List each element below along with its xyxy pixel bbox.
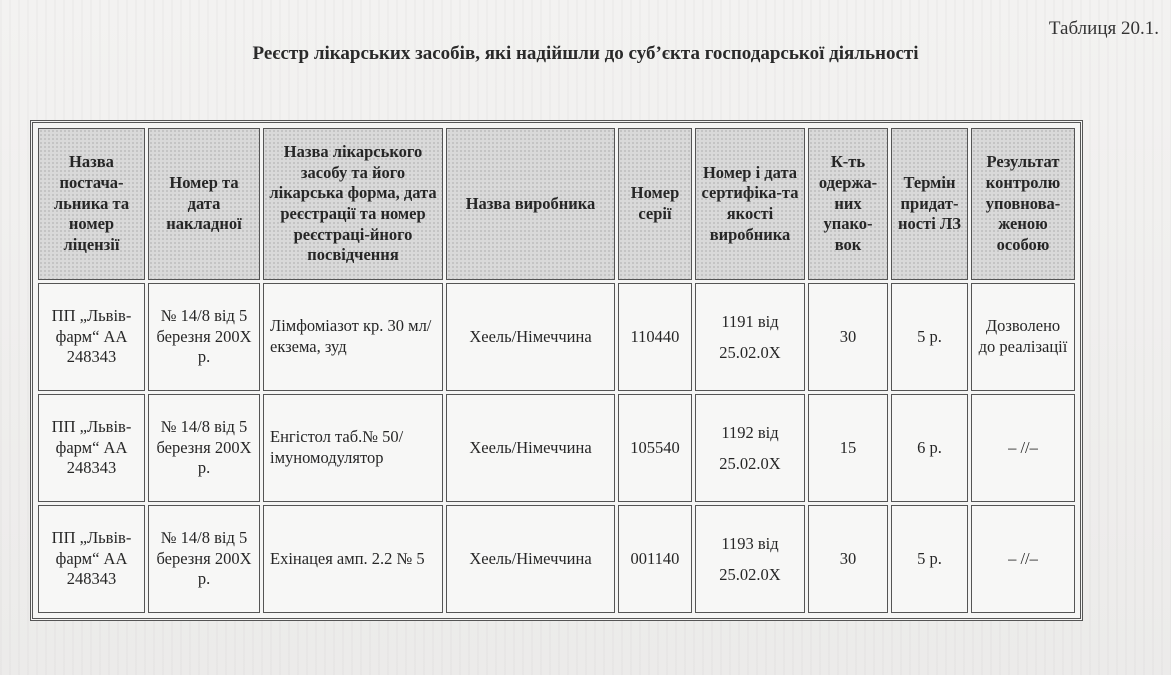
cell-result: Дозволено до реалізації: [971, 283, 1075, 391]
cell-invoice: № 14/8 від 5 березня 200Х р.: [148, 283, 260, 391]
header-drug: Назва лікарського засобу та його лікарська форма, дата реєстрації та номер реєстраці-йного посвідчення: [263, 128, 443, 280]
header-result: Результат контролю уповнова-женою особою: [971, 128, 1075, 280]
cell-expiry: 5 р.: [891, 283, 968, 391]
header-manufacturer: Назва виробника: [446, 128, 615, 280]
cell-certificate: 1191 від 25.02.0Х: [695, 283, 805, 391]
cell-series: 110440: [618, 283, 692, 391]
cell-invoice: № 14/8 від 5 березня 200Х р.: [148, 505, 260, 613]
cell-supplier: ПП „Львів-фарм“ АА 248343: [38, 394, 145, 502]
registry-table: [35, 125, 1078, 616]
cell-manufacturer: Хеель/Німеччина: [446, 505, 615, 613]
cell-expiry: 6 р.: [891, 394, 968, 502]
cell-drug: Лімфоміазот кр. 30 мл/екзема, зуд: [263, 283, 443, 391]
cell-quantity: 15: [808, 394, 888, 502]
cell-manufacturer: Хеель/Німеччина: [446, 394, 615, 502]
cell-quantity: 30: [808, 283, 888, 391]
cell-certificate: 1193 від 25.02.0Х: [695, 505, 805, 613]
cell-result: – //–: [971, 394, 1075, 502]
header-row: [38, 128, 1075, 280]
table-row: [38, 505, 1075, 613]
header-quantity: К-ть одержа-них упако-вок: [808, 128, 888, 280]
header-certificate: Номер і дата сертифіка-та якості виробника: [695, 128, 805, 280]
cell-certificate: 1192 від 25.02.0Х: [695, 394, 805, 502]
cell-series: 105540: [618, 394, 692, 502]
cell-expiry: 5 р.: [891, 505, 968, 613]
cell-quantity: 30: [808, 505, 888, 613]
cell-drug: Ехінацея амп. 2.2 № 5: [263, 505, 443, 613]
header-expiry: Термін придат-ності ЛЗ: [891, 128, 968, 280]
header-series: Номер серії: [618, 128, 692, 280]
table-number: Таблиця 20.1.: [1048, 18, 1159, 39]
registry-table-frame: [30, 120, 1083, 621]
table-row: [38, 394, 1075, 502]
header-supplier: Назва постача-льника та номер ліцензії: [38, 128, 145, 280]
cell-result: – //–: [971, 505, 1075, 613]
document-title: Реєстр лікарських засобів, які надійшли до суб’єкта господарської діяльності: [252, 43, 919, 64]
header-invoice: Номер та дата накладної: [148, 128, 260, 280]
cell-supplier: ПП „Львів-фарм“ АА 248343: [38, 505, 145, 613]
cell-series: 001140: [618, 505, 692, 613]
cell-manufacturer: Хеель/Німеччина: [446, 283, 615, 391]
cell-supplier: ПП „Львів-фарм“ АА 248343: [38, 283, 145, 391]
cell-invoice: № 14/8 від 5 березня 200Х р.: [148, 394, 260, 502]
cell-drug: Енгістол таб.№ 50/ імуномодулятор: [263, 394, 443, 502]
table-row: [38, 283, 1075, 391]
